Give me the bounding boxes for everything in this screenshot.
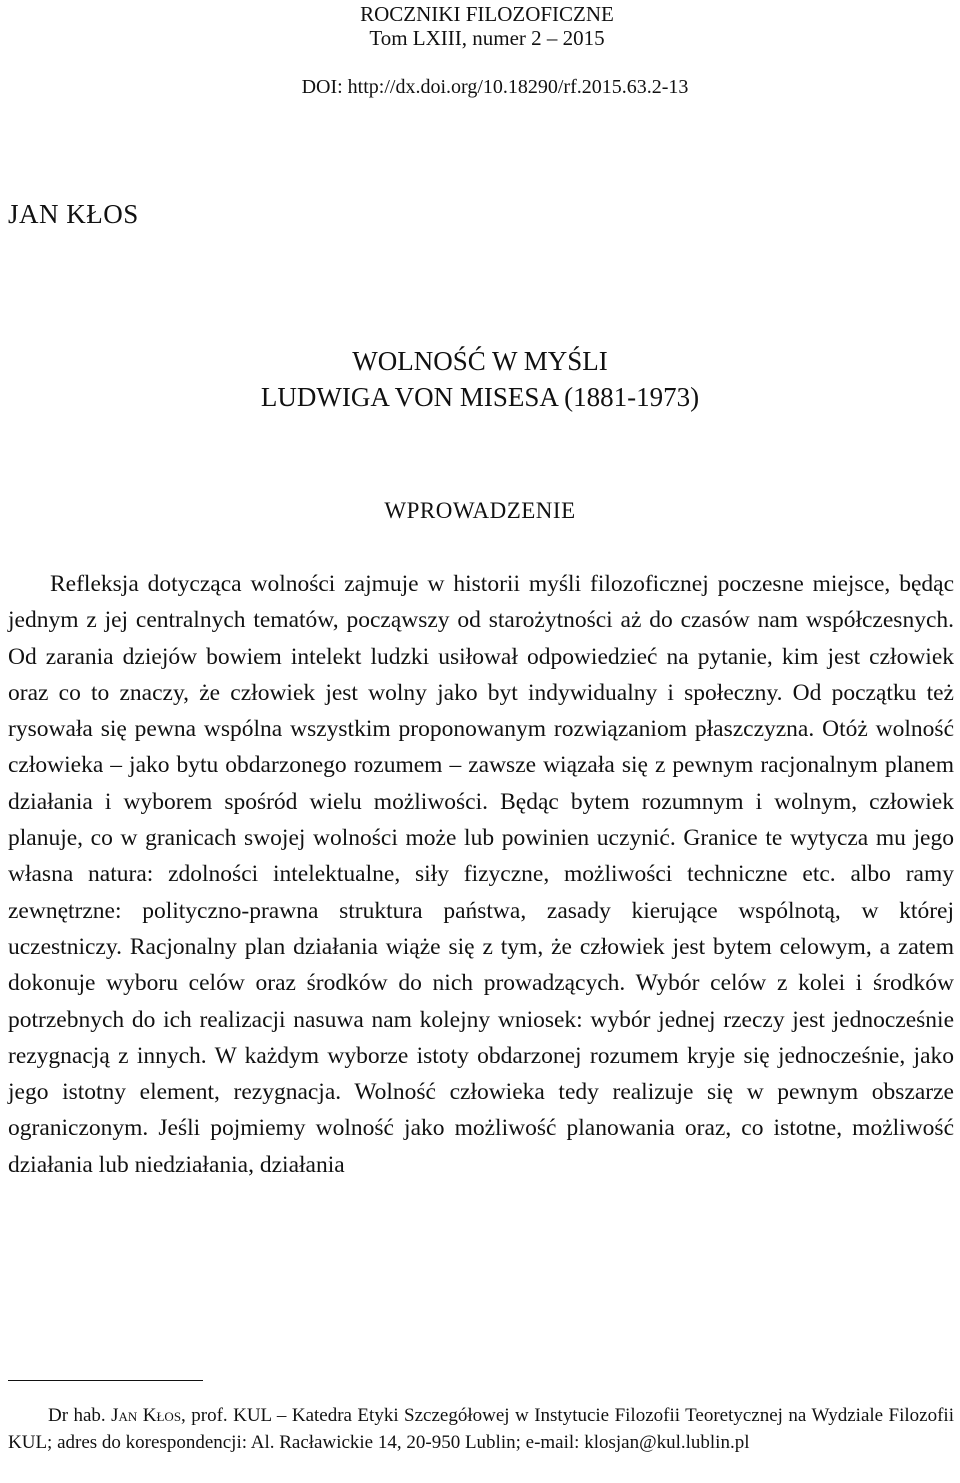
- author-footnote: [8, 1402, 954, 1456]
- footnote-text: , prof. KUL – Katedra Etyki Szczegółowej w Instytucie Filozofii Teoretycznej na Wydziale Filozofii KUL; adres do korespondencji: Al. Racławickie 14, 20-950 Lublin; e-mail: klosjan@kul.lublin.pl: [8, 1405, 954, 1453]
- section-heading: WPROWADZENIE: [384, 498, 576, 523]
- footnote-prefix: Dr hab.: [48, 1405, 112, 1426]
- body-paragraph: Refleksja dotycząca wolności zajmuje w historii myśli filozoficznej poczesne miejsce, będąc jednym z jej centralnych tematów, począwszy od starożytności aż do czasów nam współczesnych. Od zarania dziejów bowiem intelekt ludzki usiłował odpowiedzieć na pytanie, kim jest człowiek oraz co to znaczy, że człowiek jest wolny jako byt indywidualny i społeczny. Od początku też rysowała się pewna wspólna wszystkim proponowanym rozwiązaniom płaszczyzna. Otóż wolność człowieka – jako bytu obdarzonego rozumem – zawsze wiązała się z pewnym racjonalnym planem działania i wyborem spośród wielu możliwości. Będąc bytem rozumnym i wolnym, człowiek planuje, co w granicach swojej wolności może lub powinien uczynić. Granice te wytycza mu jego własna natura: zdolności intelektualne, siły fizyczne, możliwości techniczne etc. albo ramy zewnętrzne: polityczno-prawna struktura państwa, zasady kierujące wspólnotą, w której uczestniczy. Racjonalny plan działania wiąże się z tym, że człowiek jest bytem celowym, a zatem dokonuje wyboru celów oraz środków do nich prowadzących. Wybór celów z kolei i środków potrzebnych do ich realizacji nasuwa nam kolejny wniosek: wybór jednej rzeczy jest jednocześnie rezygnacją z innych. W każdym wyborze istoty obdarzonej rozumem kryje się jednocześnie, jako jego istotny element, rezygnacja. Wolność człowieka tedy realizuje się w pewnym obszarze ograniczonym. Jeśli pojmiemy wolność jako możliwość planowania oraz, co istotne, możliwość działania lub niedziałania, działania: [8, 571, 954, 1178]
- article-title: [0, 343, 960, 415]
- author-name: JAN KŁOS: [8, 199, 139, 229]
- footnote-author-name: Jan Kłos: [111, 1405, 182, 1426]
- journal-name: ROCZNIKI FILOZOFICZNE: [360, 2, 614, 26]
- article-title-line-2: LUDWIGA VON MISESA (1881-1973): [260, 382, 700, 412]
- journal-header: [352, 2, 622, 50]
- doi-line: DOI: http://dx.doi.org/10.18290/rf.2015.63.2-13: [301, 76, 689, 98]
- article-title-line-1: WOLNOŚĆ W MYŚLI: [352, 346, 608, 376]
- journal-volume: Tom LXIII, numer 2 – 2015: [369, 26, 605, 50]
- footnote-divider: [8, 1380, 203, 1381]
